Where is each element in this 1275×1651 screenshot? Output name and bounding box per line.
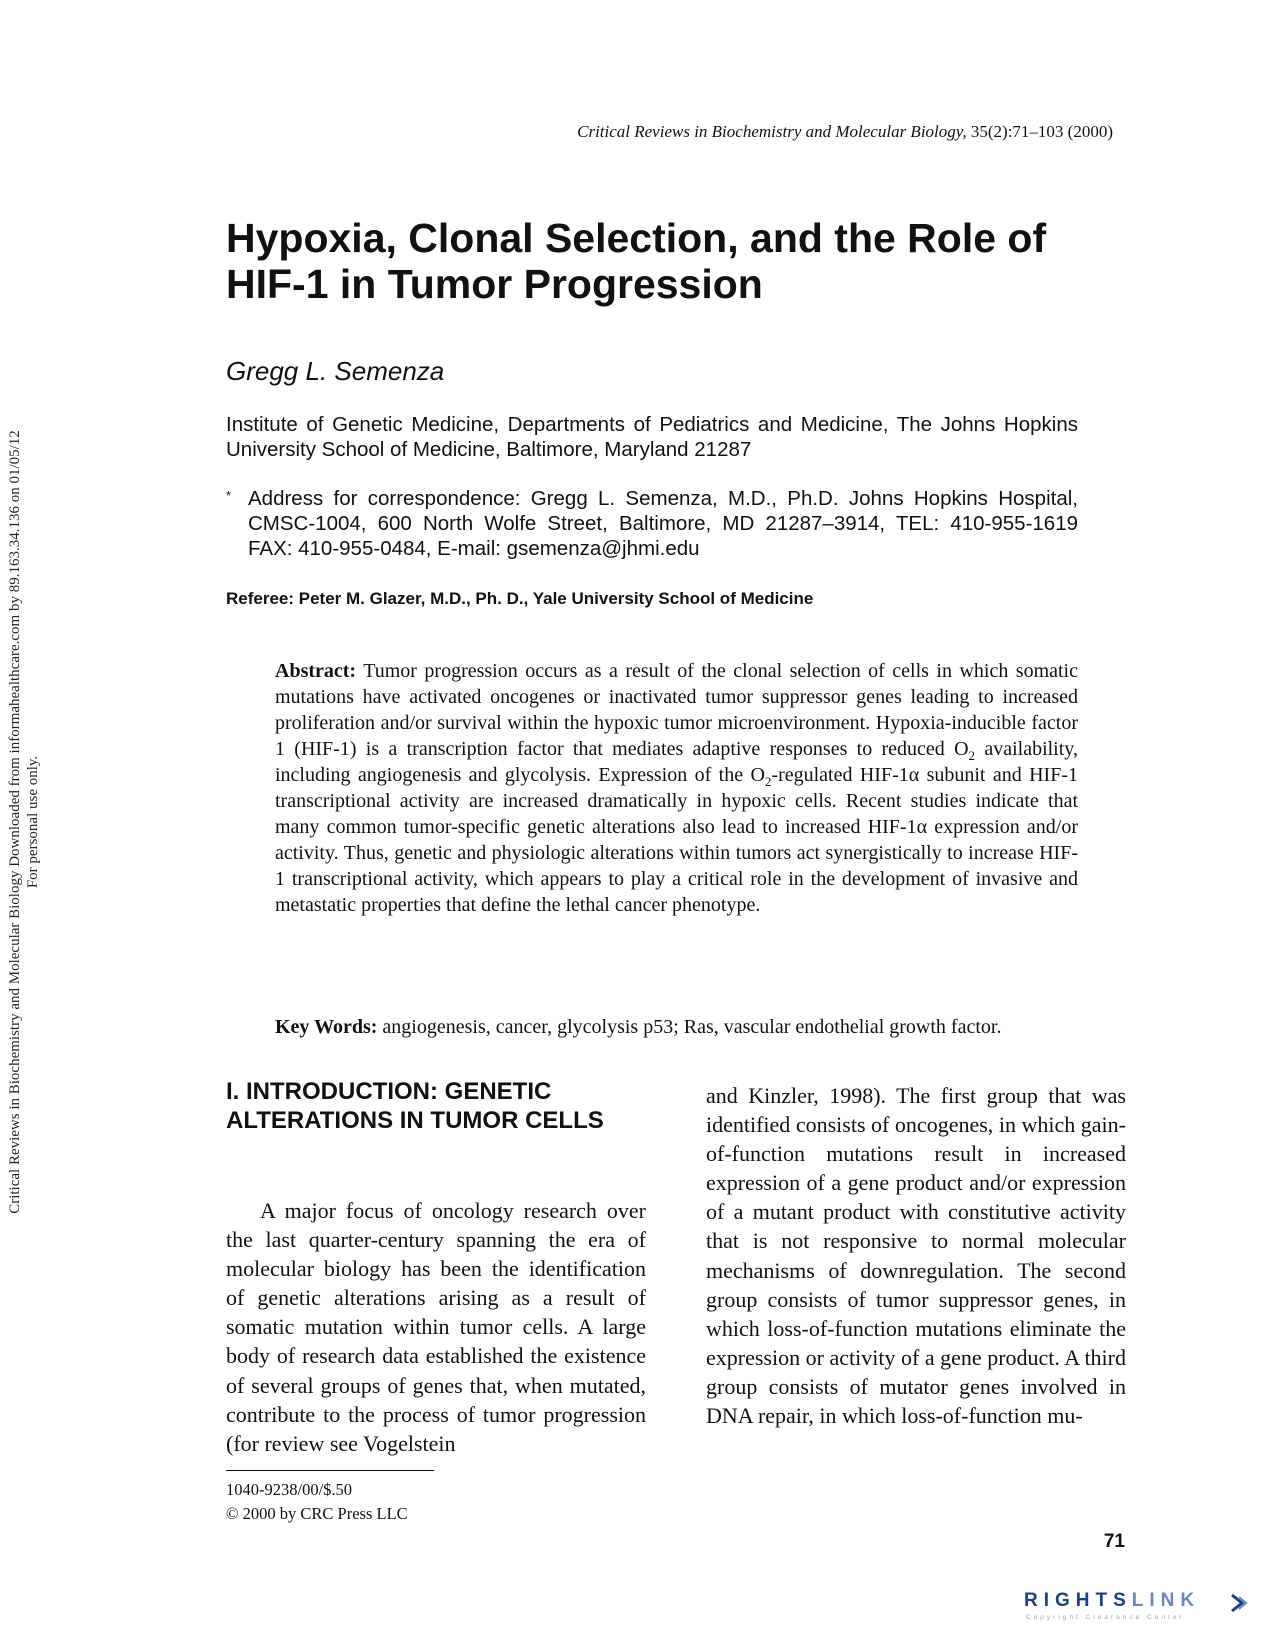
abstract [275,658,1078,918]
keywords-text: angiogenesis, cancer, glycolysis p53; Ras, vascular endothelial growth factor. [377,1016,1002,1038]
keywords [275,1014,1078,1040]
journal-citation-header [577,122,1113,142]
correspondence-address [226,486,1078,561]
footnote-marker: * [226,488,232,503]
author-name: Gregg L. Semenza [226,356,445,386]
rightslink-logo[interactable] [1024,1590,1254,1634]
journal-name: Critical Reviews in Biochemistry and Molecular Biology, [577,122,967,141]
article-title: Hypoxia, Clonal Selection, and the Role of HIF-1 in Tumor Progression [226,215,1047,307]
section-heading: I. INTRODUCTION: GENETIC ALTERATIONS IN TUMOR CELLS [226,1078,604,1134]
rightslink-wordmark: RIGHTSLINK [1024,1590,1201,1611]
sidebar-personal-use-line: For personal use only. [25,755,41,889]
referee-line: Referee: Peter M. Glazer, M.D., Ph. D., Yale University School of Medicine [226,589,814,608]
abstract-text-3: -regulated HIF-1α subunit and HIF-1 transcriptional activity are increased dramatically in hypoxic cells. Recent studies indicate that many common tumor-specific genetic alterations also lead to increased HIF-1α expression and/or activity. Thus, genetic and physiologic alterations within tumors act synergistically to increase HIF-1 transcriptional activity, which appears to play a critical role in the development of invasive and metastatic properties that define the lethal cancer phenotype. [275,764,1079,916]
abstract-text-1: Tumor progression occurs as a result of the clonal selection of cells in which somatic mutations have activated oncogenes or inactivated tumor suppressor genes leading to increased proliferation and/or survival within the hypoxic tumor microenvironment. Hypoxia-inducible factor 1 (HIF-1) is a transcription factor that mediates adaptive responses to reduced O [275,660,1078,760]
footnote-divider [226,1470,434,1471]
body-column-right: and Kinzler, 1998). The first group that was identified consists of oncogenes, in which gain-of-function mutations result in increased expression of a gene product and/or expression of a mutant product with constitutive activity that is not responsive to normal molecular mechanisms of downregulation. The second group consists of tumor suppressor genes, in which loss-of-function mutations eliminate the expression or activity of a gene product. A third group consists of mutator genes involved in DNA repair, in which loss-of-function mu- [706,1083,1126,1429]
rightslink-arrow-icon [1228,1592,1250,1614]
page-number: 71 [1103,1531,1125,1552]
abstract-subscript-2: 2 [764,774,772,789]
abstract-text-2: availability, including angiogenesis and glycolysis. Expression of the O [275,738,1078,786]
author-affiliation: Institute of Genetic Medicine, Departments of Pediatrics and Medicine, The Johns Hopkins University School of Medicine, Baltimore, Maryland 21287 [226,413,1078,461]
rightslink-tagline: Copyright Clearance Center [1026,1614,1185,1621]
copyright-line: © 2000 by CRC Press LLC [226,1504,408,1523]
correspondence-text: Address for correspondence: Gregg L. Semenza, M.D., Ph.D. Johns Hopkins Hospital, CMSC-1004, 600 North Wolfe Street, Baltimore, MD 21287–3914, TEL: 410-955-1619 FAX: 410-955-0484, E-mail: gsemenza@jhmi.edu [248,487,1078,560]
copyright-footnote [226,1478,408,1526]
abstract-label: Abstract: [275,660,357,682]
journal-issue: 35(2):71–103 (2000) [970,122,1113,141]
abstract-subscript-1: 2 [968,748,976,763]
issn-line: 1040-9238/00/$.50 [226,1480,353,1499]
body-column-left: A major focus of oncology research over the last quarter-century spanning the era of molecular biology has been the identification of genetic alterations arising as a result of somatic mutation within tumor cells. A large body of research data established the existence of several groups of genes that, when mutated, contribute to the process of tumor progression (for review see Vogelstein [226,1198,646,1456]
sidebar-download-line: Critical Reviews in Biochemistry and Molecular Biology Downloaded from informahealthcare.com by 89.163.34.136 on 01/05/12 [7,430,23,1214]
keywords-label: Key Words: [275,1016,378,1038]
